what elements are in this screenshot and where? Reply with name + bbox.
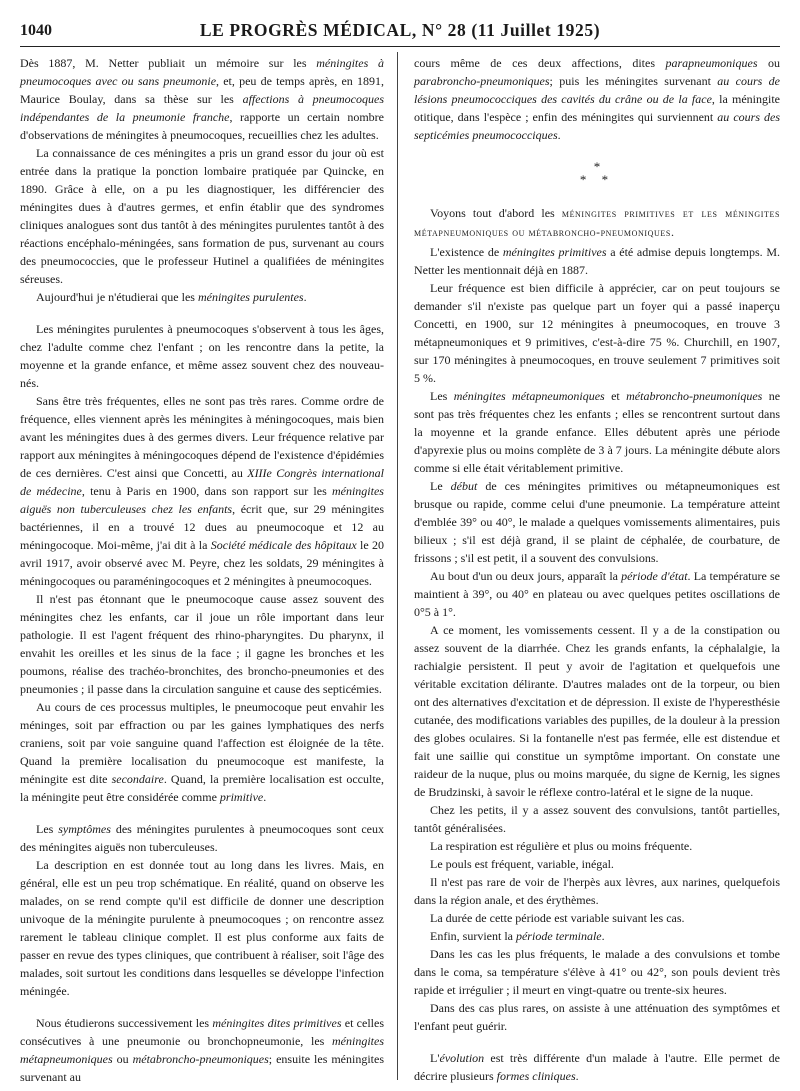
header-rule xyxy=(20,46,780,47)
paragraph: cours même de ces deux affections, dites parapneumoniques ou parabroncho-pneumoniques; puis les méningites survenant au cours de lésions pneumococciques des cavités du crâne ou de la face, la méningite otitique, dans l'espèce ; enfin des méningites qui surviennent au cours des septicémies pneumococciques. xyxy=(414,56,781,142)
paragraph: Les méningites purulentes à pneumocoques s'observent à tous les âges, chez l'adulte comme chez l'enfant ; on les rencontre dans la petite, la moyenne et la grande enfance, et même assez souvent chez des nouveau-nés. xyxy=(20,322,384,390)
paragraph: Aujourd'hui je n'étudierai que les méningites purulentes. xyxy=(36,290,307,304)
paragraph: L'évolution est très différente d'un malade à l'autre. Elle permet de décrire plusieurs formes cliniques. xyxy=(414,1050,780,1083)
paragraph: Dans les cas les plus fréquents, le malade a des convulsions et tombe dans le coma, sa température s'élève à 41° ou 42°, son pouls devient très rapide et irrégulier ; il meurt en vingt-quatre ou trente-six heures. xyxy=(414,946,780,997)
paragraph: Au cours de ces processus multiples, le pneumocoque peut envahir les méninges, soit par effraction ou par les gaines lymphatiques des nerfs craniens, soit par voie sanguine quand l'affection est éloignée de la tête. Quand la première localisation du pneumocoque est manifeste, la méningite est dite secondaire. Quand, la première localisation est occulte, la méningite peut être considérée comme primitive. xyxy=(20,700,384,804)
paragraph: La connaissance de ces méningites a pris un grand essor du jour où est entrée dans la pratique la ponction lombaire pratiquée par Quincke, en 1890. Grâce à elle, on a pu les diagnostiquer, les différencier des méningites dues à d'autres germes, et enfin établir que des syndromes cliniques analogues sont dus tantôt à des méningites purulentes tantôt à des réactions encéphalo-méningées, sans formation de pus, survenant au cours des pneumococcies, que le professeur Hutinel a qualifiées de méningites séreuses. xyxy=(20,146,384,286)
paragraph: Voyons tout d'abord les méningites primitives et les méningites métapneumoniques ou métabroncho-pneumoniques. xyxy=(414,206,780,240)
paragraph: Enfin, survient la période terminale. xyxy=(430,928,605,943)
right-column xyxy=(414,54,780,1085)
journal-title: LE PROGRÈS MÉDICAL, N° 28 (11 Juillet 1925) xyxy=(199,20,601,40)
paragraph: La durée de cette période est variable suivant les cas. xyxy=(430,910,685,925)
paragraph: Le pouls est fréquent, variable, inégal. xyxy=(430,856,614,871)
paragraph: Les symptômes des méningites purulentes à pneumocoques sont ceux des méningites aiguës non tuberculeuses. xyxy=(20,822,384,854)
left-column xyxy=(20,54,384,1086)
paragraph: Le début de ces méningites primitives ou métapneumoniques est brusque ou rapide, comme celui d'une pneumonie. La température atteint d'emblée 39° ou 40°, le malade a quelques vomissements alimentaires, puis bilieux ; s'il est déjà grand, il se plaint de céphalée, de courbature, de frissons ; s'il est petit, il a souvent des convulsions. xyxy=(414,478,781,565)
paragraph: Nous étudierons successivement les méningites dites primitives et celles consécutives à une pneumonie ou bronchopneumonie, les méningites métapneumoniques ou métabroncho-pneumoniques; ensuite les méningites survenant au xyxy=(20,1016,385,1084)
paragraph: Les méningites métapneumoniques et métabroncho-pneumoniques ne sont pas très fréquentes chez les enfants ; elles se rencontrent surtout dans la moyenne et la grande enfance. Elles débutent après une période d'apyrexie plus ou moins complète de 3 à 7 jours. La méningite débute alors comme si elle était véritablement primitive. xyxy=(414,388,781,475)
paragraph: L'existence de méningites primitives a été admise depuis longtemps. M. Netter les mentionnait déjà en 1887. xyxy=(414,244,781,277)
paragraph: La description en est donnée tout au long dans les livres. Mais, en général, elle est un peu trop schématique. En réalité, quand on observe les malades, on se rend compte qu'il est difficile de donner une description univoque de la méningite purulente à pneumocoques ; on rencontre assez rarement le tableau clinique complet. Il est plus conforme aux faits de passer en revue des types cliniques, que contribuent à réaliser, soit l'âge des malades, soit surtout les conditions dans lesquelles se développe l'infection méningée. xyxy=(20,858,384,998)
small-caps-heading: méningites primitives et les méningites métapneumoniques ou métabroncho-pneumoniques xyxy=(414,208,780,240)
paragraph: Il n'est pas rare de voir de l'herpès aux lèvres, aux narines, quelquefois dans la région anale, et des érythèmes. xyxy=(414,874,780,907)
column-divider xyxy=(397,52,398,1080)
asterism-bottom: * * xyxy=(579,172,615,187)
paragraph: Dès 1887, M. Netter publiait un mémoire sur les méningites à pneumocoques avec ou sans pneumonie, et, peu de temps après, en 1891, Maurice Boulay, dans sa thèse sur les affections à pneumocoques indépendantes de la pneumonie franche, rapporte un certain nombre d'observations de méningites à pneumocoques, recueillies chez les adultes. xyxy=(20,56,384,142)
paragraph: Chez les petits, il y a assez souvent des convulsions, tantôt partielles, tantôt généralisées. xyxy=(414,802,780,835)
paragraph: Dans des cas plus rares, on assiste à une atténuation des symptômes et l'enfant peut guérir. xyxy=(414,1000,780,1033)
paragraph: Il n'est pas étonnant que le pneumocoque cause assez souvent des méningites chez les enfants, car il joue un rôle important dans leur pathologie. Il est l'agent fréquent des rhino-pharyngites. Du pharynx, il envahit les oreilles et les sinus de la face ; il gagne les bronches et les poumons, réalise des trachéo-bronchites, des broncho-pneumonies et des pneumonies ; il passe dans la circulation sanguine et cause des septicémies. xyxy=(20,592,384,696)
asterism-top: * xyxy=(593,159,601,174)
paragraph: La respiration est régulière et plus ou moins fréquente. xyxy=(430,838,693,853)
paragraph: Sans être très fréquentes, elles ne sont pas très rares. Comme ordre de fréquence, elles viennent après les méningites à méningocoques, mais bien avant les méningites dues à des germes divers. Leur fréquence relative par rapport aux méningites à méningocoques dépend de l'existence d'épidémies de ces dernières. C'est ainsi que Concetti, au XIIIe Congrès international de médecine, tenu à Paris en 1900, dans son rapport sur les méningites aiguës non tuberculeuses chez les enfants, écrit que, sur 29 méningites bactériennes, il en a trouvé 12 dues au pneumocoque et 12 au méningocoque. Moi-même, j'ai dit à la Société médicale des hôpitaux le 20 avril 1917, avoir observé avec M. Peyre, chez les soldats, 29 méningites à méningocoques ou paraméningocoques et 2 méningites à pneumocoques. xyxy=(20,394,385,588)
page-number: 1040 xyxy=(20,22,52,39)
paragraph: Leur fréquence est bien difficile à apprécier, car on peut toujours se demander s'il n'existe pas quelque part un foyer qui a passé inaperçu Concetti, en 1900, sur 12 méningites à pneumocoques, en trouve 3 métapneumoniques et 9 primitives, c'est-à-dire 75 %. Churchill, en 1907, sur 170 méningites à pneumocoques, en trouve seulement 7 primitives soit 5 %. xyxy=(414,280,780,385)
paragraph: A ce moment, les vomissements cessent. Il y a de la constipation ou assez souvent de la diarrhée. Chez les grands enfants, la céphalalgie, la rachialgie persistent. Il peut y avoir de l'agitation et quelquefois une véritable excitation délirante. D'autres malades ont de la torpeur, ou bien ont des alternatives d'excitation et de dépression. Il existe de l'hyperesthésie cutanée, des modifications variables des pupilles, de la douleur à la pression des globes oculaires. Si la fontanelle n'est pas fermée, elle est distendue et fait une saillie qui constitue un symptôme important. On constate une raideur de la nuque, plus ou moins marquée, du signe de Kernig, les signes de Brudzinski, à savoir le réflexe contro-latéral et le signe de la nuque. xyxy=(414,622,780,799)
section-asterism xyxy=(414,160,780,186)
paragraph: Au bout d'un ou deux jours, apparaît la période d'état. La température se maintient à 39°, ou 40° en plateau ou avec quelques petites oscillations de 0°5 à 1°. xyxy=(414,568,781,619)
running-header xyxy=(20,18,780,48)
